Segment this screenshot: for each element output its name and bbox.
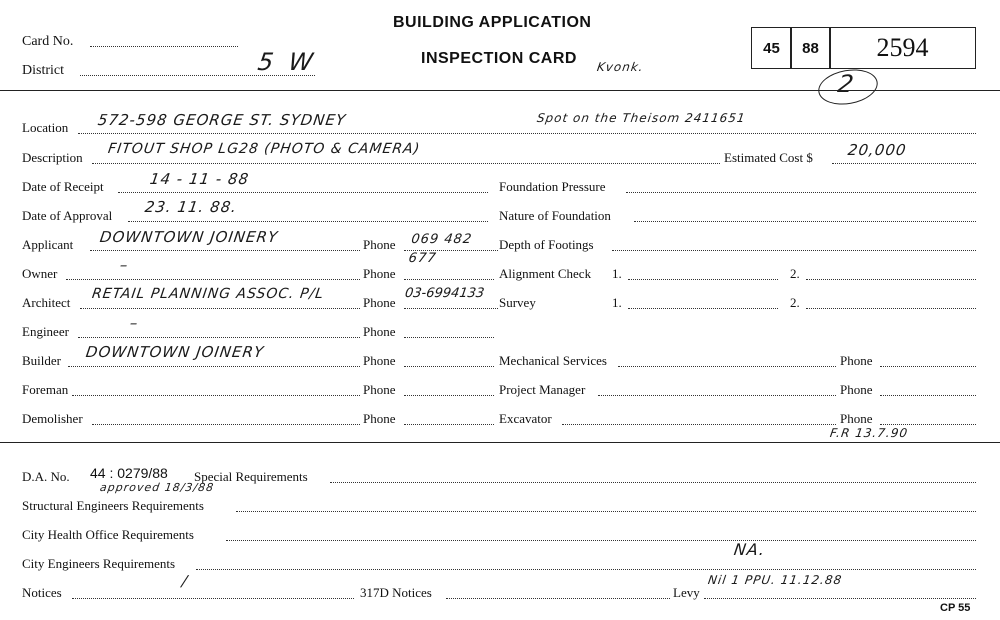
- mechanical-services-field: [618, 366, 836, 367]
- builder-label: Builder: [22, 353, 61, 368]
- special-requirements-label: Special Requirements: [194, 469, 308, 484]
- levy-label: Levy: [673, 585, 700, 600]
- alignment-check-1-field: [628, 279, 778, 280]
- 317d-notices-label: 317D Notices: [360, 585, 432, 600]
- location-note: Spot on the Theisom 2411651: [536, 111, 747, 125]
- owner-phone-label: Phone: [363, 266, 396, 281]
- notices-label: Notices: [22, 585, 62, 600]
- survey-2-label: 2.: [790, 295, 800, 310]
- excavator-phone-label: Phone: [840, 411, 873, 426]
- structural-engineers-label: Structural Engineers Requirements: [22, 498, 204, 513]
- da-no-value: 44 : 0279/88: [90, 465, 168, 481]
- nature-of-foundation-field: [634, 221, 976, 222]
- form-title-line1: BUILDING APPLICATION: [393, 14, 592, 31]
- architect-phone-label: Phone: [363, 295, 396, 310]
- ref-box-1: 45: [751, 27, 792, 69]
- owner-label: Owner: [22, 266, 58, 281]
- header-divider: [0, 90, 1000, 91]
- city-engineers-value: NA.: [732, 540, 767, 559]
- applicant-value: DOWNTOWN JOINERY: [98, 228, 280, 246]
- architect-phone-value: 03-6994133: [403, 286, 486, 301]
- demolisher-phone-field: [404, 424, 494, 425]
- description-label: Description: [22, 150, 83, 165]
- foundation-pressure-field: [626, 192, 976, 193]
- engineer-value: –: [128, 314, 140, 332]
- estimated-cost-label: Estimated Cost $: [724, 150, 813, 165]
- project-manager-field: [598, 395, 836, 396]
- excavator-label: Excavator: [499, 411, 552, 426]
- date-of-approval-field: [128, 221, 488, 222]
- notices-value: /: [180, 572, 190, 590]
- demolisher-label: Demolisher: [22, 411, 83, 426]
- applicant-label: Applicant: [22, 237, 74, 252]
- survey-1-label: 1.: [612, 295, 622, 310]
- applicant-phone-label: Phone: [363, 237, 396, 252]
- date-of-receipt-label: Date of Receipt: [22, 179, 104, 194]
- architect-value: RETAIL PLANNING ASSOC. P/L: [90, 286, 326, 302]
- approved-note: approved 18/3/88: [99, 481, 216, 494]
- architect-field: [80, 308, 360, 309]
- applicant-phone-value: 069 482 677: [407, 232, 474, 266]
- levy-value: Nil 1 PPU. 11.12.88: [707, 573, 844, 587]
- card-no-label: Card No.: [22, 34, 74, 49]
- alignment-check-2-label: 2.: [790, 266, 800, 281]
- fr-date-note: F.R 13.7.90: [829, 426, 910, 440]
- date-of-approval-label: Date of Approval: [22, 208, 113, 223]
- estimated-cost-value: 20,000: [846, 141, 908, 159]
- project-manager-phone-label: Phone: [840, 382, 873, 397]
- location-value: 572-598 GEORGE ST. SYDNEY: [96, 111, 348, 129]
- builder-phone-field: [404, 366, 494, 367]
- demolisher-field: [92, 424, 360, 425]
- excavator-field: [562, 424, 836, 425]
- alignment-check-2-field: [806, 279, 976, 280]
- city-engineers-label: City Engineers Requirements: [22, 556, 176, 571]
- architect-label: Architect: [22, 295, 71, 310]
- structural-engineers-field: [236, 511, 976, 512]
- levy-field: [704, 598, 976, 599]
- foreman-phone-label: Phone: [363, 382, 396, 397]
- 317d-notices-field: [446, 598, 670, 599]
- depth-of-footings-label: Depth of Footings: [499, 237, 594, 252]
- builder-field: [68, 366, 360, 367]
- middle-divider: [0, 442, 1000, 443]
- form-title-line2: INSPECTION CARD: [421, 50, 577, 67]
- description-value: FITOUT SHOP LG28 (PHOTO & CAMERA): [106, 141, 422, 157]
- city-health-field: [226, 540, 976, 541]
- city-health-label: City Health Office Requirements: [22, 527, 194, 542]
- form-code: CP 55: [940, 602, 971, 614]
- foreman-label: Foreman: [22, 382, 69, 397]
- survey-2-field: [806, 308, 976, 309]
- owner-value: –: [118, 256, 130, 274]
- survey-label: Survey: [499, 295, 536, 310]
- foundation-pressure-label: Foundation Pressure: [499, 179, 606, 194]
- engineer-field: [78, 337, 360, 338]
- builder-value: DOWNTOWN JOINERY: [84, 343, 266, 361]
- mechanical-services-label: Mechanical Services: [499, 353, 607, 368]
- city-engineers-field: [196, 569, 976, 570]
- date-of-receipt-field: [118, 192, 488, 193]
- engineer-phone-field: [404, 337, 494, 338]
- alignment-check-1-label: 1.: [612, 266, 622, 281]
- foreman-field: [72, 395, 360, 396]
- applicant-field: [90, 250, 360, 251]
- estimated-cost-field: [832, 163, 976, 164]
- notices-field: [72, 598, 354, 599]
- engineer-phone-label: Phone: [363, 324, 396, 339]
- survey-1-field: [628, 308, 778, 309]
- alignment-check-label: Alignment Check: [499, 266, 592, 281]
- project-manager-phone-field: [880, 395, 976, 396]
- mechanical-services-phone-field: [880, 366, 976, 367]
- card-number-box: 2594: [829, 27, 976, 69]
- demolisher-phone-label: Phone: [363, 411, 396, 426]
- date-of-receipt-value: 14 - 11 - 88: [148, 170, 251, 188]
- owner-field: [66, 279, 360, 280]
- location-label: Location: [22, 120, 69, 135]
- district-label: District: [22, 63, 64, 78]
- engineer-label: Engineer: [22, 324, 69, 339]
- location-field: [78, 133, 976, 134]
- nature-of-foundation-label: Nature of Foundation: [499, 208, 611, 223]
- special-requirements-field: [330, 482, 976, 483]
- circled-number: 2: [836, 70, 857, 98]
- owner-phone-field: [404, 279, 494, 280]
- mechanical-services-phone-label: Phone: [840, 353, 873, 368]
- description-field: [92, 163, 720, 164]
- depth-of-footings-field: [612, 250, 976, 251]
- ref-box-2: 88: [790, 27, 831, 69]
- project-manager-label: Project Manager: [499, 382, 586, 397]
- card-no-field: [90, 46, 238, 47]
- architect-phone-field: [404, 308, 498, 309]
- district-value: 5 W: [256, 48, 319, 76]
- da-no-label: D.A. No.: [22, 469, 70, 484]
- foreman-phone-field: [404, 395, 494, 396]
- excavator-phone-field: [880, 424, 976, 425]
- title-scribble: Kvonk.: [596, 60, 645, 74]
- date-of-approval-value: 23. 11. 88.: [143, 198, 239, 216]
- builder-phone-label: Phone: [363, 353, 396, 368]
